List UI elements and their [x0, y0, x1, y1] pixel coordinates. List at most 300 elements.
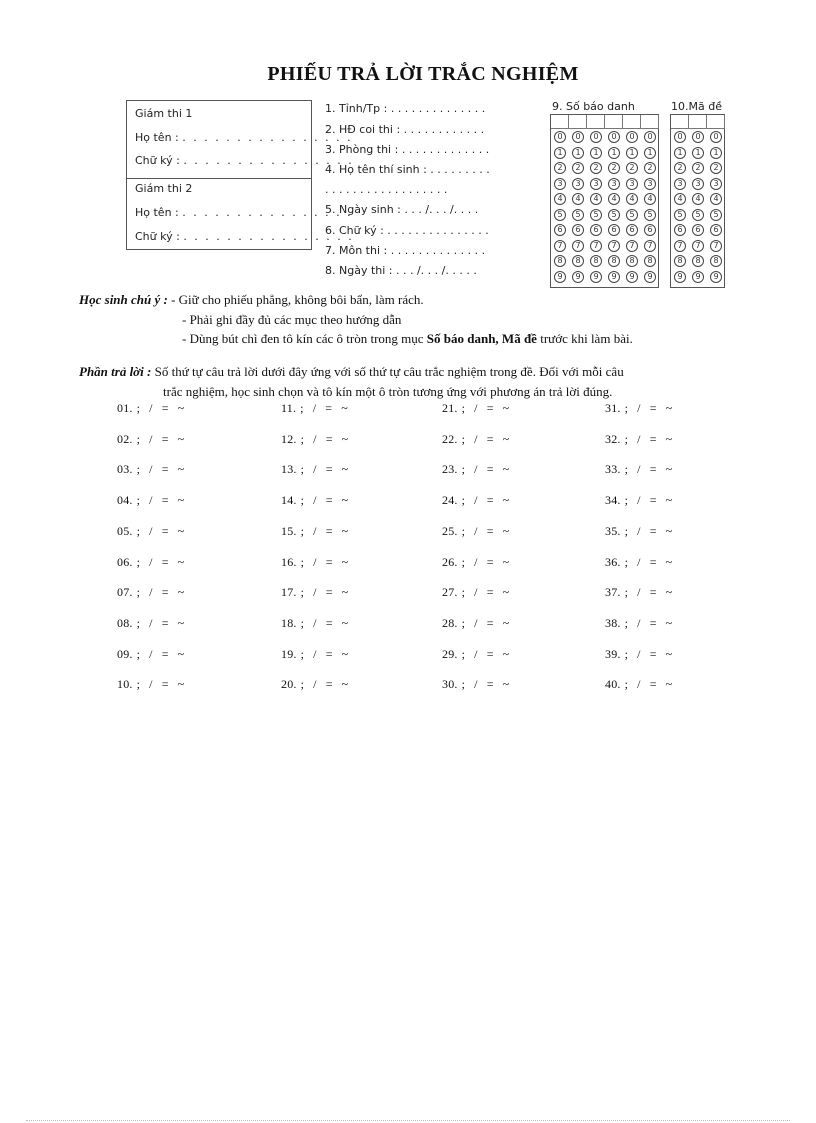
answer-option[interactable]: =	[649, 646, 657, 661]
candidate-number-bubble-4[interactable]: 4	[644, 193, 656, 205]
answer-option[interactable]: ~	[665, 523, 673, 538]
answer-option[interactable]: ~	[341, 585, 349, 600]
answer-option[interactable]: =	[649, 462, 657, 477]
answer-option[interactable]: ;	[624, 523, 629, 538]
answer-row-38[interactable]	[605, 616, 681, 631]
answer-option[interactable]: ;	[624, 646, 629, 661]
answer-row-29[interactable]	[442, 647, 518, 662]
answer-option[interactable]: ~	[502, 677, 510, 692]
exam-code-bubble-7[interactable]: 7	[674, 240, 686, 252]
answer-option[interactable]: /	[149, 646, 153, 661]
candidate-number-bubble-6[interactable]: 6	[554, 224, 566, 236]
answer-option[interactable]: =	[325, 401, 333, 415]
candidate-number-bubble-8[interactable]: 8	[572, 255, 584, 267]
candidate-number-bubble-9[interactable]: 9	[626, 271, 638, 283]
candidate-number-bubble-4[interactable]: 4	[590, 193, 602, 205]
exam-code-bubble-3[interactable]: 3	[710, 178, 722, 190]
exam-code-bubble-2[interactable]: 2	[710, 162, 722, 174]
answer-option[interactable]: =	[486, 585, 494, 600]
answer-option[interactable]: ~	[177, 554, 185, 569]
candidate-number-column-box[interactable]	[641, 115, 659, 129]
answer-option[interactable]: ~	[341, 431, 349, 446]
answer-option[interactable]: /	[474, 523, 478, 538]
answer-option[interactable]: /	[637, 585, 641, 600]
answer-row-40[interactable]	[605, 677, 681, 692]
exam-code-bubble-2[interactable]: 2	[692, 162, 704, 174]
answer-option[interactable]: ~	[665, 493, 673, 508]
answer-option[interactable]: ~	[177, 646, 185, 661]
candidate-number-bubble-3[interactable]: 3	[626, 178, 638, 190]
answer-option[interactable]: ~	[665, 615, 673, 630]
answer-option[interactable]: ;	[300, 401, 304, 415]
exam-code-bubble-1[interactable]: 1	[674, 147, 686, 159]
answer-option[interactable]: /	[637, 431, 641, 446]
answer-option[interactable]: =	[325, 493, 333, 508]
answer-option[interactable]: /	[474, 462, 478, 477]
answer-option[interactable]: ;	[461, 523, 466, 538]
candidate-number-bubble-2[interactable]: 2	[608, 162, 620, 174]
answer-option[interactable]: /	[313, 554, 317, 569]
answer-option[interactable]: ;	[136, 554, 141, 569]
exam-code-bubble-6[interactable]: 6	[674, 224, 686, 236]
candidate-number-bubble-1[interactable]: 1	[644, 147, 656, 159]
answer-option[interactable]: ~	[502, 554, 510, 569]
candidate-number-bubble-7[interactable]: 7	[572, 240, 584, 252]
answer-option[interactable]: =	[325, 554, 333, 569]
answer-row-35[interactable]	[605, 524, 681, 539]
answer-option[interactable]: =	[486, 401, 494, 415]
answer-option[interactable]: ~	[177, 493, 185, 508]
answer-option[interactable]: /	[149, 523, 153, 538]
answer-option[interactable]: ;	[300, 677, 305, 692]
candidate-number-column-box[interactable]	[569, 115, 587, 129]
exam-code-bubble-8[interactable]: 8	[692, 255, 704, 267]
answer-row-25[interactable]	[442, 524, 518, 539]
answer-option[interactable]: ;	[300, 462, 305, 477]
candidate-number-bubble-4[interactable]: 4	[626, 193, 638, 205]
answer-option[interactable]: =	[161, 554, 169, 569]
answer-option[interactable]: =	[649, 554, 657, 569]
answer-option[interactable]: ~	[177, 677, 185, 692]
candidate-number-bubble-4[interactable]: 4	[554, 193, 566, 205]
answer-option[interactable]: ~	[341, 677, 349, 692]
answer-row-19[interactable]	[281, 647, 357, 662]
answer-option[interactable]: /	[474, 401, 478, 415]
answer-row-14[interactable]	[281, 493, 357, 508]
candidate-number-bubble-2[interactable]: 2	[626, 162, 638, 174]
exam-code-bubble-1[interactable]: 1	[710, 147, 722, 159]
answer-row-01[interactable]	[117, 401, 193, 416]
answer-option[interactable]: ~	[502, 646, 510, 661]
answer-option[interactable]: ~	[502, 462, 510, 477]
answer-option[interactable]: =	[161, 523, 169, 538]
answer-option[interactable]: ~	[341, 523, 349, 538]
answer-option[interactable]: =	[325, 646, 333, 661]
exam-code-bubble-7[interactable]: 7	[710, 240, 722, 252]
answer-option[interactable]: ;	[300, 493, 305, 508]
answer-option[interactable]: /	[313, 646, 317, 661]
candidate-number-bubble-7[interactable]: 7	[590, 240, 602, 252]
candidate-number-bubble-7[interactable]: 7	[608, 240, 620, 252]
candidate-number-bubble-1[interactable]: 1	[626, 147, 638, 159]
candidate-number-bubble-7[interactable]: 7	[644, 240, 656, 252]
answer-option[interactable]: ;	[461, 554, 466, 569]
candidate-number-bubble-2[interactable]: 2	[572, 162, 584, 174]
candidate-number-bubble-1[interactable]: 1	[608, 147, 620, 159]
candidate-number-bubble-1[interactable]: 1	[554, 147, 566, 159]
answer-option[interactable]: /	[637, 615, 641, 630]
answer-option[interactable]: ~	[502, 493, 510, 508]
answer-row-24[interactable]	[442, 493, 518, 508]
exam-code-bubble-0[interactable]: 0	[710, 131, 722, 143]
answer-option[interactable]: /	[474, 493, 478, 508]
answer-row-30[interactable]	[442, 677, 518, 692]
answer-row-11[interactable]	[281, 401, 357, 416]
answer-option[interactable]: ;	[300, 615, 305, 630]
answer-option[interactable]: ;	[136, 523, 141, 538]
answer-option[interactable]: ~	[665, 431, 673, 446]
answer-row-31[interactable]	[605, 401, 681, 416]
answer-option[interactable]: =	[486, 615, 494, 630]
candidate-number-bubble-3[interactable]: 3	[644, 178, 656, 190]
answer-option[interactable]: /	[313, 493, 317, 508]
answer-option[interactable]: =	[649, 615, 657, 630]
answer-option[interactable]: /	[312, 401, 317, 415]
answer-option[interactable]: ;	[624, 462, 629, 477]
exam-code-bubble-9[interactable]: 9	[674, 271, 686, 283]
answer-row-32[interactable]	[605, 432, 681, 447]
answer-option[interactable]: ~	[502, 585, 510, 600]
answer-option[interactable]: ;	[624, 431, 629, 446]
answer-option[interactable]: ~	[341, 615, 349, 630]
answer-option[interactable]: /	[474, 646, 478, 661]
exam-code-bubble-0[interactable]: 0	[674, 131, 686, 143]
answer-option[interactable]: ~	[177, 462, 185, 477]
candidate-number-bubble-5[interactable]: 5	[644, 209, 656, 221]
candidate-number-bubble-3[interactable]: 3	[590, 178, 602, 190]
answer-option[interactable]: ;	[300, 554, 305, 569]
answer-row-27[interactable]	[442, 585, 518, 600]
answer-row-36[interactable]	[605, 555, 681, 570]
answer-option[interactable]: ~	[665, 646, 673, 661]
exam-code-bubble-8[interactable]: 8	[710, 255, 722, 267]
answer-option[interactable]: ;	[461, 401, 466, 415]
answer-option[interactable]: ~	[665, 462, 673, 477]
answer-option[interactable]: /	[637, 462, 641, 477]
answer-option[interactable]: ~	[665, 554, 673, 569]
answer-row-03[interactable]	[117, 462, 193, 477]
candidate-number-bubble-9[interactable]: 9	[572, 271, 584, 283]
answer-option[interactable]: ;	[300, 646, 305, 661]
candidate-number-bubble-5[interactable]: 5	[572, 209, 584, 221]
answer-option[interactable]: =	[325, 677, 333, 692]
answer-row-17[interactable]	[281, 585, 357, 600]
answer-row-33[interactable]	[605, 462, 681, 477]
answer-row-08[interactable]	[117, 616, 193, 631]
answer-option[interactable]: ;	[136, 462, 141, 477]
answer-option[interactable]: ;	[461, 677, 466, 692]
candidate-number-bubble-3[interactable]: 3	[554, 178, 566, 190]
answer-option[interactable]: =	[161, 401, 169, 415]
candidate-number-bubble-6[interactable]: 6	[644, 224, 656, 236]
candidate-number-bubble-9[interactable]: 9	[608, 271, 620, 283]
answer-row-02[interactable]	[117, 432, 193, 447]
candidate-number-bubble-1[interactable]: 1	[572, 147, 584, 159]
answer-option[interactable]: ~	[502, 431, 510, 446]
answer-option[interactable]: =	[649, 401, 657, 415]
candidate-number-bubble-8[interactable]: 8	[626, 255, 638, 267]
answer-option[interactable]: /	[637, 646, 641, 661]
candidate-number-bubble-5[interactable]: 5	[554, 209, 566, 221]
answer-row-23[interactable]	[442, 462, 518, 477]
exam-code-bubble-4[interactable]: 4	[710, 193, 722, 205]
answer-option[interactable]: ;	[461, 462, 466, 477]
candidate-number-bubble-8[interactable]: 8	[590, 255, 602, 267]
answer-option[interactable]: /	[474, 615, 478, 630]
answer-option[interactable]: /	[313, 431, 317, 446]
answer-option[interactable]: =	[161, 615, 169, 630]
answer-option[interactable]: ;	[300, 431, 305, 446]
answer-option[interactable]: ;	[624, 493, 629, 508]
candidate-number-bubble-0[interactable]: 0	[590, 131, 602, 143]
answer-option[interactable]: /	[474, 431, 478, 446]
answer-option[interactable]: /	[149, 431, 153, 446]
candidate-number-bubble-2[interactable]: 2	[554, 162, 566, 174]
answer-option[interactable]: /	[149, 585, 153, 600]
answer-row-05[interactable]	[117, 524, 193, 539]
answer-option[interactable]: /	[313, 615, 317, 630]
answer-option[interactable]: ~	[502, 523, 510, 538]
answer-row-22[interactable]	[442, 432, 518, 447]
candidate-number-bubble-6[interactable]: 6	[572, 224, 584, 236]
answer-option[interactable]: =	[649, 493, 657, 508]
exam-code-bubble-3[interactable]: 3	[692, 178, 704, 190]
answer-row-34[interactable]	[605, 493, 681, 508]
answer-option[interactable]: /	[637, 677, 641, 692]
candidate-number-column-box[interactable]	[551, 115, 569, 129]
exam-code-bubble-7[interactable]: 7	[692, 240, 704, 252]
candidate-number-bubble-9[interactable]: 9	[644, 271, 656, 283]
exam-code-bubble-2[interactable]: 2	[674, 162, 686, 174]
candidate-number-bubble-0[interactable]: 0	[572, 131, 584, 143]
answer-option[interactable]: =	[486, 523, 494, 538]
answer-option[interactable]: ~	[177, 401, 185, 415]
answer-option[interactable]: /	[313, 677, 317, 692]
answer-option[interactable]: /	[313, 585, 317, 600]
answer-row-28[interactable]	[442, 616, 518, 631]
candidate-number-bubble-5[interactable]: 5	[590, 209, 602, 221]
answer-option[interactable]: ~	[665, 585, 673, 600]
exam-code-bubble-8[interactable]: 8	[674, 255, 686, 267]
answer-option[interactable]: ;	[300, 585, 305, 600]
answer-option[interactable]: =	[161, 677, 169, 692]
answer-option[interactable]: ;	[300, 523, 305, 538]
exam-code-bubble-6[interactable]: 6	[692, 224, 704, 236]
candidate-number-bubble-6[interactable]: 6	[626, 224, 638, 236]
answer-option[interactable]: =	[649, 677, 657, 692]
candidate-number-bubble-2[interactable]: 2	[590, 162, 602, 174]
answer-option[interactable]: ~	[665, 401, 673, 415]
answer-option[interactable]: ;	[624, 585, 629, 600]
answer-row-21[interactable]	[442, 401, 518, 416]
exam-code-bubble-6[interactable]: 6	[710, 224, 722, 236]
exam-code-bubble-4[interactable]: 4	[692, 193, 704, 205]
answer-row-04[interactable]	[117, 493, 193, 508]
candidate-number-bubble-5[interactable]: 5	[608, 209, 620, 221]
exam-code-column-box[interactable]	[707, 115, 725, 129]
answer-option[interactable]: ;	[136, 615, 141, 630]
answer-option[interactable]: =	[649, 431, 657, 446]
candidate-number-bubble-0[interactable]: 0	[554, 131, 566, 143]
answer-row-09[interactable]	[117, 647, 193, 662]
answer-option[interactable]: ;	[624, 401, 629, 415]
candidate-number-bubble-0[interactable]: 0	[626, 131, 638, 143]
candidate-number-bubble-7[interactable]: 7	[626, 240, 638, 252]
answer-option[interactable]: ;	[624, 615, 629, 630]
answer-option[interactable]: ~	[177, 431, 185, 446]
answer-option[interactable]: =	[486, 431, 494, 446]
answer-option[interactable]: ;	[136, 401, 141, 415]
answer-option[interactable]: =	[325, 431, 333, 446]
answer-option[interactable]: /	[637, 493, 641, 508]
candidate-number-bubble-8[interactable]: 8	[644, 255, 656, 267]
answer-option[interactable]: =	[486, 462, 494, 477]
exam-code-bubble-4[interactable]: 4	[674, 193, 686, 205]
answer-option[interactable]: /	[149, 401, 153, 415]
answer-row-13[interactable]	[281, 462, 357, 477]
answer-option[interactable]: ~	[341, 462, 349, 477]
answer-row-10[interactable]	[117, 677, 193, 692]
answer-option[interactable]: =	[486, 554, 494, 569]
exam-code-bubble-9[interactable]: 9	[710, 271, 722, 283]
exam-code-bubble-3[interactable]: 3	[674, 178, 686, 190]
answer-option[interactable]: ~	[502, 401, 510, 415]
candidate-number-bubble-3[interactable]: 3	[608, 178, 620, 190]
answer-option[interactable]: /	[474, 677, 478, 692]
candidate-number-bubble-5[interactable]: 5	[626, 209, 638, 221]
answer-option[interactable]: ;	[461, 585, 466, 600]
answer-option[interactable]: =	[486, 677, 494, 692]
answer-option[interactable]: ;	[136, 677, 141, 692]
answer-option[interactable]: /	[149, 462, 153, 477]
answer-option[interactable]: =	[649, 523, 657, 538]
answer-option[interactable]: /	[149, 493, 153, 508]
exam-code-bubble-5[interactable]: 5	[674, 209, 686, 221]
answer-row-20[interactable]	[281, 677, 357, 692]
answer-option[interactable]: =	[325, 585, 333, 600]
candidate-number-column-box[interactable]	[605, 115, 623, 129]
answer-option[interactable]: ;	[136, 646, 141, 661]
answer-row-07[interactable]	[117, 585, 193, 600]
exam-code-bubble-5[interactable]: 5	[710, 209, 722, 221]
answer-option[interactable]: ;	[461, 493, 466, 508]
answer-option[interactable]: =	[161, 646, 169, 661]
answer-option[interactable]: ~	[177, 523, 185, 538]
answer-option[interactable]: ;	[624, 677, 629, 692]
answer-option[interactable]: /	[637, 401, 641, 415]
answer-option[interactable]: ~	[341, 401, 348, 415]
answer-option[interactable]: ;	[624, 554, 629, 569]
answer-option[interactable]: ~	[341, 554, 349, 569]
candidate-number-bubble-8[interactable]: 8	[608, 255, 620, 267]
candidate-number-column-box[interactable]	[623, 115, 641, 129]
answer-option[interactable]: =	[325, 462, 333, 477]
exam-code-bubble-1[interactable]: 1	[692, 147, 704, 159]
answer-row-16[interactable]	[281, 555, 357, 570]
exam-code-bubble-9[interactable]: 9	[692, 271, 704, 283]
exam-code-column-box[interactable]	[671, 115, 689, 129]
answer-option[interactable]: /	[149, 554, 153, 569]
answer-option[interactable]: ;	[461, 646, 466, 661]
answer-option[interactable]: ~	[177, 615, 185, 630]
answer-option[interactable]: =	[161, 462, 169, 477]
answer-row-39[interactable]	[605, 647, 681, 662]
answer-option[interactable]: /	[474, 554, 478, 569]
answer-row-37[interactable]	[605, 585, 681, 600]
candidate-number-bubble-9[interactable]: 9	[554, 271, 566, 283]
answer-option[interactable]: /	[637, 523, 641, 538]
candidate-number-bubble-4[interactable]: 4	[572, 193, 584, 205]
answer-row-26[interactable]	[442, 555, 518, 570]
candidate-number-bubble-0[interactable]: 0	[608, 131, 620, 143]
answer-option[interactable]: /	[149, 615, 153, 630]
answer-option[interactable]: /	[149, 677, 153, 692]
answer-option[interactable]: =	[649, 585, 657, 600]
candidate-number-bubble-4[interactable]: 4	[608, 193, 620, 205]
answer-option[interactable]: ;	[136, 431, 141, 446]
answer-option[interactable]: ;	[461, 615, 466, 630]
candidate-number-bubble-6[interactable]: 6	[608, 224, 620, 236]
exam-code-bubble-5[interactable]: 5	[692, 209, 704, 221]
candidate-number-bubble-1[interactable]: 1	[590, 147, 602, 159]
answer-option[interactable]: /	[474, 585, 478, 600]
answer-option[interactable]: ~	[502, 615, 510, 630]
answer-option[interactable]: =	[486, 493, 494, 508]
answer-option[interactable]: /	[313, 523, 317, 538]
candidate-number-bubble-8[interactable]: 8	[554, 255, 566, 267]
answer-option[interactable]: =	[486, 646, 494, 661]
answer-option[interactable]: ;	[136, 585, 141, 600]
exam-code-column-box[interactable]	[689, 115, 707, 129]
answer-option[interactable]: =	[325, 615, 333, 630]
answer-option[interactable]: =	[161, 431, 169, 446]
answer-option[interactable]: =	[161, 585, 169, 600]
answer-option[interactable]: ~	[341, 493, 349, 508]
answer-option[interactable]: /	[313, 462, 317, 477]
question-number: 16.	[281, 554, 297, 569]
answer-row-12[interactable]	[281, 432, 357, 447]
candidate-number-bubble-9[interactable]: 9	[590, 271, 602, 283]
candidate-number-bubble-7[interactable]: 7	[554, 240, 566, 252]
answer-option[interactable]: =	[325, 523, 333, 538]
answer-option[interactable]: /	[637, 554, 641, 569]
answer-option[interactable]: ~	[665, 677, 673, 692]
candidate-number-bubble-6[interactable]: 6	[590, 224, 602, 236]
answer-option[interactable]: ~	[177, 585, 185, 600]
exam-code-bubble-0[interactable]: 0	[692, 131, 704, 143]
answer-row-18[interactable]	[281, 616, 357, 631]
candidate-number-bubble-0[interactable]: 0	[644, 131, 656, 143]
candidate-number-bubble-3[interactable]: 3	[572, 178, 584, 190]
answer-option[interactable]: ;	[136, 493, 141, 508]
answer-row-15[interactable]	[281, 524, 357, 539]
candidate-number-bubble-2[interactable]: 2	[644, 162, 656, 174]
answer-option[interactable]: ~	[341, 646, 349, 661]
candidate-number-column-box[interactable]	[587, 115, 605, 129]
answer-option[interactable]: ;	[461, 431, 466, 446]
answer-option[interactable]: =	[161, 493, 169, 508]
answer-row-06[interactable]	[117, 555, 193, 570]
